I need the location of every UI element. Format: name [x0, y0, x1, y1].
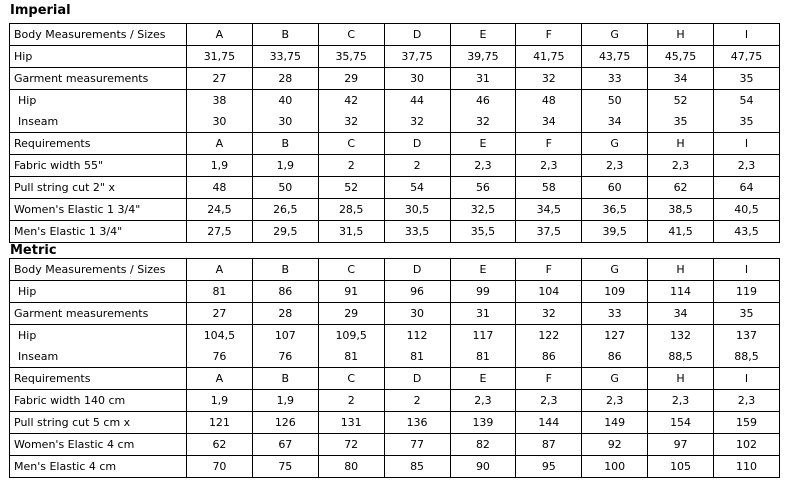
- row-label: Garment measurements: [10, 68, 187, 90]
- size-label-cell: E: [450, 133, 516, 155]
- row-label: Men's Elastic 4 cm: [10, 456, 187, 478]
- value-cell: 91: [318, 281, 384, 303]
- value-cell: 31,5: [318, 221, 384, 243]
- size-label-cell: D: [384, 368, 450, 390]
- womens-elastic-row: [10, 199, 780, 221]
- value-cell: 144: [516, 412, 582, 434]
- size-label-cell: C: [318, 24, 384, 46]
- value-cell: 41,5: [648, 221, 714, 243]
- value-cell: 46: [450, 90, 516, 112]
- value-cell: 92: [582, 434, 648, 456]
- value-cell: 35: [648, 111, 714, 133]
- value-cell: 44: [384, 90, 450, 112]
- size-label-cell: D: [384, 259, 450, 281]
- size-label-cell: G: [582, 368, 648, 390]
- row-label: Requirements: [10, 133, 187, 155]
- size-label-cell: F: [516, 24, 582, 46]
- value-cell: 30: [384, 303, 450, 325]
- value-cell: 109,5: [318, 325, 384, 347]
- size-label-cell: C: [318, 259, 384, 281]
- size-label-cell: B: [252, 133, 318, 155]
- value-cell: 43,5: [714, 221, 780, 243]
- value-cell: 126: [252, 412, 318, 434]
- value-cell: 39,75: [450, 46, 516, 68]
- value-cell: 109: [582, 281, 648, 303]
- value-cell: 41,75: [516, 46, 582, 68]
- size-label-cell: F: [516, 259, 582, 281]
- row-label: Garment measurements: [10, 303, 187, 325]
- value-cell: 87: [516, 434, 582, 456]
- value-cell: 70: [187, 456, 253, 478]
- value-cell: 29,5: [252, 221, 318, 243]
- value-cell: 30: [384, 68, 450, 90]
- size-label-cell: E: [450, 259, 516, 281]
- size-label-cell: H: [648, 24, 714, 46]
- row-label: Inseam: [10, 346, 187, 368]
- garment-measurements-row: [10, 68, 780, 90]
- value-cell: 35: [714, 111, 780, 133]
- metric-section-title: Metric: [10, 243, 57, 258]
- value-cell: 100: [582, 456, 648, 478]
- value-cell: 62: [648, 177, 714, 199]
- row-label: Body Measurements / Sizes: [10, 259, 187, 281]
- value-cell: 2,3: [648, 390, 714, 412]
- value-cell: 30,5: [384, 199, 450, 221]
- value-cell: 67: [252, 434, 318, 456]
- value-cell: 2,3: [450, 155, 516, 177]
- value-cell: 40: [252, 90, 318, 112]
- value-cell: 38: [187, 90, 253, 112]
- requirements-header-row: [10, 368, 780, 390]
- row-label: Hip: [10, 281, 187, 303]
- value-cell: 33: [582, 303, 648, 325]
- value-cell: 31: [450, 303, 516, 325]
- row-label: Women's Elastic 1 3/4": [10, 199, 187, 221]
- value-cell: 121: [187, 412, 253, 434]
- value-cell: 52: [648, 90, 714, 112]
- value-cell: 2: [318, 155, 384, 177]
- mens-elastic-row: [10, 456, 780, 478]
- value-cell: 90: [450, 456, 516, 478]
- value-cell: 34: [648, 303, 714, 325]
- size-label-cell: I: [714, 133, 780, 155]
- value-cell: 39,5: [582, 221, 648, 243]
- value-cell: 34: [516, 111, 582, 133]
- garment-hip-row: [10, 90, 780, 112]
- metric-size-table: [9, 258, 780, 478]
- value-cell: 132: [648, 325, 714, 347]
- value-cell: 42: [318, 90, 384, 112]
- value-cell: 1,9: [252, 155, 318, 177]
- value-cell: 40,5: [714, 199, 780, 221]
- value-cell: 122: [516, 325, 582, 347]
- size-label-cell: B: [252, 368, 318, 390]
- value-cell: 139: [450, 412, 516, 434]
- value-cell: 24,5: [187, 199, 253, 221]
- value-cell: 28,5: [318, 199, 384, 221]
- value-cell: 112: [384, 325, 450, 347]
- value-cell: 154: [648, 412, 714, 434]
- value-cell: 32: [516, 303, 582, 325]
- body-hip-row: [10, 281, 780, 303]
- size-label-cell: E: [450, 24, 516, 46]
- row-label: Pull string cut 5 cm x: [10, 412, 187, 434]
- value-cell: 127: [582, 325, 648, 347]
- size-label-cell: B: [252, 24, 318, 46]
- value-cell: 56: [450, 177, 516, 199]
- value-cell: 35,75: [318, 46, 384, 68]
- row-label: Women's Elastic 4 cm: [10, 434, 187, 456]
- value-cell: 29: [318, 303, 384, 325]
- value-cell: 37,75: [384, 46, 450, 68]
- size-label-cell: F: [516, 133, 582, 155]
- size-label-cell: I: [714, 368, 780, 390]
- imperial-size-table: [9, 23, 780, 243]
- value-cell: 2: [384, 155, 450, 177]
- value-cell: 27,5: [187, 221, 253, 243]
- value-cell: 45,75: [648, 46, 714, 68]
- value-cell: 1,9: [252, 390, 318, 412]
- value-cell: 117: [450, 325, 516, 347]
- row-label: Hip: [10, 325, 187, 347]
- value-cell: 33,75: [252, 46, 318, 68]
- size-label-cell: A: [187, 259, 253, 281]
- value-cell: 35: [714, 303, 780, 325]
- value-cell: 149: [582, 412, 648, 434]
- womens-elastic-row: [10, 434, 780, 456]
- value-cell: 31,75: [187, 46, 253, 68]
- row-label: Requirements: [10, 368, 187, 390]
- value-cell: 85: [384, 456, 450, 478]
- size-label-cell: G: [582, 133, 648, 155]
- value-cell: 58: [516, 177, 582, 199]
- value-cell: 114: [648, 281, 714, 303]
- value-cell: 33: [582, 68, 648, 90]
- value-cell: 35,5: [450, 221, 516, 243]
- value-cell: 35: [714, 68, 780, 90]
- value-cell: 50: [252, 177, 318, 199]
- row-label: Hip: [10, 46, 187, 68]
- row-label: Pull string cut 2" x: [10, 177, 187, 199]
- size-label-cell: A: [187, 133, 253, 155]
- value-cell: 34: [582, 111, 648, 133]
- size-label-cell: B: [252, 259, 318, 281]
- requirements-header-row: [10, 133, 780, 155]
- value-cell: 34: [648, 68, 714, 90]
- value-cell: 1,9: [187, 390, 253, 412]
- value-cell: 2: [384, 390, 450, 412]
- value-cell: 26,5: [252, 199, 318, 221]
- value-cell: 2,3: [582, 390, 648, 412]
- value-cell: 76: [252, 346, 318, 368]
- value-cell: 97: [648, 434, 714, 456]
- value-cell: 105: [648, 456, 714, 478]
- size-label-cell: G: [582, 24, 648, 46]
- value-cell: 76: [187, 346, 253, 368]
- size-label-cell: A: [187, 368, 253, 390]
- size-label-cell: H: [648, 133, 714, 155]
- value-cell: 81: [318, 346, 384, 368]
- value-cell: 82: [450, 434, 516, 456]
- value-cell: 38,5: [648, 199, 714, 221]
- value-cell: 62: [187, 434, 253, 456]
- value-cell: 32: [450, 111, 516, 133]
- value-cell: 2,3: [714, 155, 780, 177]
- value-cell: 2,3: [582, 155, 648, 177]
- value-cell: 72: [318, 434, 384, 456]
- value-cell: 88,5: [648, 346, 714, 368]
- value-cell: 54: [384, 177, 450, 199]
- value-cell: 77: [384, 434, 450, 456]
- size-label-cell: H: [648, 259, 714, 281]
- value-cell: 159: [714, 412, 780, 434]
- value-cell: 33,5: [384, 221, 450, 243]
- value-cell: 102: [714, 434, 780, 456]
- value-cell: 2,3: [516, 390, 582, 412]
- size-label-cell: C: [318, 368, 384, 390]
- fabric-width-row: [10, 390, 780, 412]
- value-cell: 88,5: [714, 346, 780, 368]
- value-cell: 81: [384, 346, 450, 368]
- value-cell: 48: [516, 90, 582, 112]
- value-cell: 52: [318, 177, 384, 199]
- row-label: Fabric width 55": [10, 155, 187, 177]
- value-cell: 81: [187, 281, 253, 303]
- value-cell: 47,75: [714, 46, 780, 68]
- value-cell: 136: [384, 412, 450, 434]
- value-cell: 27: [187, 68, 253, 90]
- row-label: Body Measurements / Sizes: [10, 24, 187, 46]
- value-cell: 86: [252, 281, 318, 303]
- body-measurements-header-row: [10, 24, 780, 46]
- value-cell: 32: [516, 68, 582, 90]
- value-cell: 86: [516, 346, 582, 368]
- value-cell: 95: [516, 456, 582, 478]
- value-cell: 96: [384, 281, 450, 303]
- value-cell: 48: [187, 177, 253, 199]
- value-cell: 2,3: [714, 390, 780, 412]
- mens-elastic-row: [10, 221, 780, 243]
- garment-measurements-row: [10, 303, 780, 325]
- body-measurements-header-row: [10, 259, 780, 281]
- value-cell: 137: [714, 325, 780, 347]
- value-cell: 86: [582, 346, 648, 368]
- value-cell: 28: [252, 68, 318, 90]
- value-cell: 36,5: [582, 199, 648, 221]
- value-cell: 2,3: [450, 390, 516, 412]
- size-label-cell: I: [714, 24, 780, 46]
- garment-hip-row: [10, 325, 780, 347]
- pull-string-row: [10, 412, 780, 434]
- value-cell: 64: [714, 177, 780, 199]
- value-cell: 2,3: [516, 155, 582, 177]
- size-label-cell: D: [384, 24, 450, 46]
- imperial-section-title: Imperial: [10, 3, 71, 18]
- value-cell: 27: [187, 303, 253, 325]
- value-cell: 1,9: [187, 155, 253, 177]
- value-cell: 54: [714, 90, 780, 112]
- size-label-cell: A: [187, 24, 253, 46]
- value-cell: 32: [318, 111, 384, 133]
- value-cell: 80: [318, 456, 384, 478]
- value-cell: 30: [187, 111, 253, 133]
- value-cell: 75: [252, 456, 318, 478]
- value-cell: 107: [252, 325, 318, 347]
- value-cell: 2,3: [648, 155, 714, 177]
- value-cell: 110: [714, 456, 780, 478]
- value-cell: 32: [384, 111, 450, 133]
- value-cell: 43,75: [582, 46, 648, 68]
- fabric-width-row: [10, 155, 780, 177]
- value-cell: 29: [318, 68, 384, 90]
- size-label-cell: I: [714, 259, 780, 281]
- value-cell: 99: [450, 281, 516, 303]
- value-cell: 28: [252, 303, 318, 325]
- body-hip-row: [10, 46, 780, 68]
- row-label: Hip: [10, 90, 187, 112]
- garment-inseam-row: [10, 111, 780, 133]
- value-cell: 50: [582, 90, 648, 112]
- pull-string-row: [10, 177, 780, 199]
- value-cell: 37,5: [516, 221, 582, 243]
- size-label-cell: E: [450, 368, 516, 390]
- value-cell: 30: [252, 111, 318, 133]
- value-cell: 60: [582, 177, 648, 199]
- size-label-cell: H: [648, 368, 714, 390]
- value-cell: 131: [318, 412, 384, 434]
- row-label: Men's Elastic 1 3/4": [10, 221, 187, 243]
- value-cell: 104: [516, 281, 582, 303]
- value-cell: 34,5: [516, 199, 582, 221]
- value-cell: 31: [450, 68, 516, 90]
- row-label: Inseam: [10, 111, 187, 133]
- value-cell: 32,5: [450, 199, 516, 221]
- size-label-cell: D: [384, 133, 450, 155]
- value-cell: 2: [318, 390, 384, 412]
- value-cell: 104,5: [187, 325, 253, 347]
- row-label: Fabric width 140 cm: [10, 390, 187, 412]
- size-label-cell: C: [318, 133, 384, 155]
- size-label-cell: F: [516, 368, 582, 390]
- size-label-cell: G: [582, 259, 648, 281]
- value-cell: 119: [714, 281, 780, 303]
- value-cell: 81: [450, 346, 516, 368]
- garment-inseam-row: [10, 346, 780, 368]
